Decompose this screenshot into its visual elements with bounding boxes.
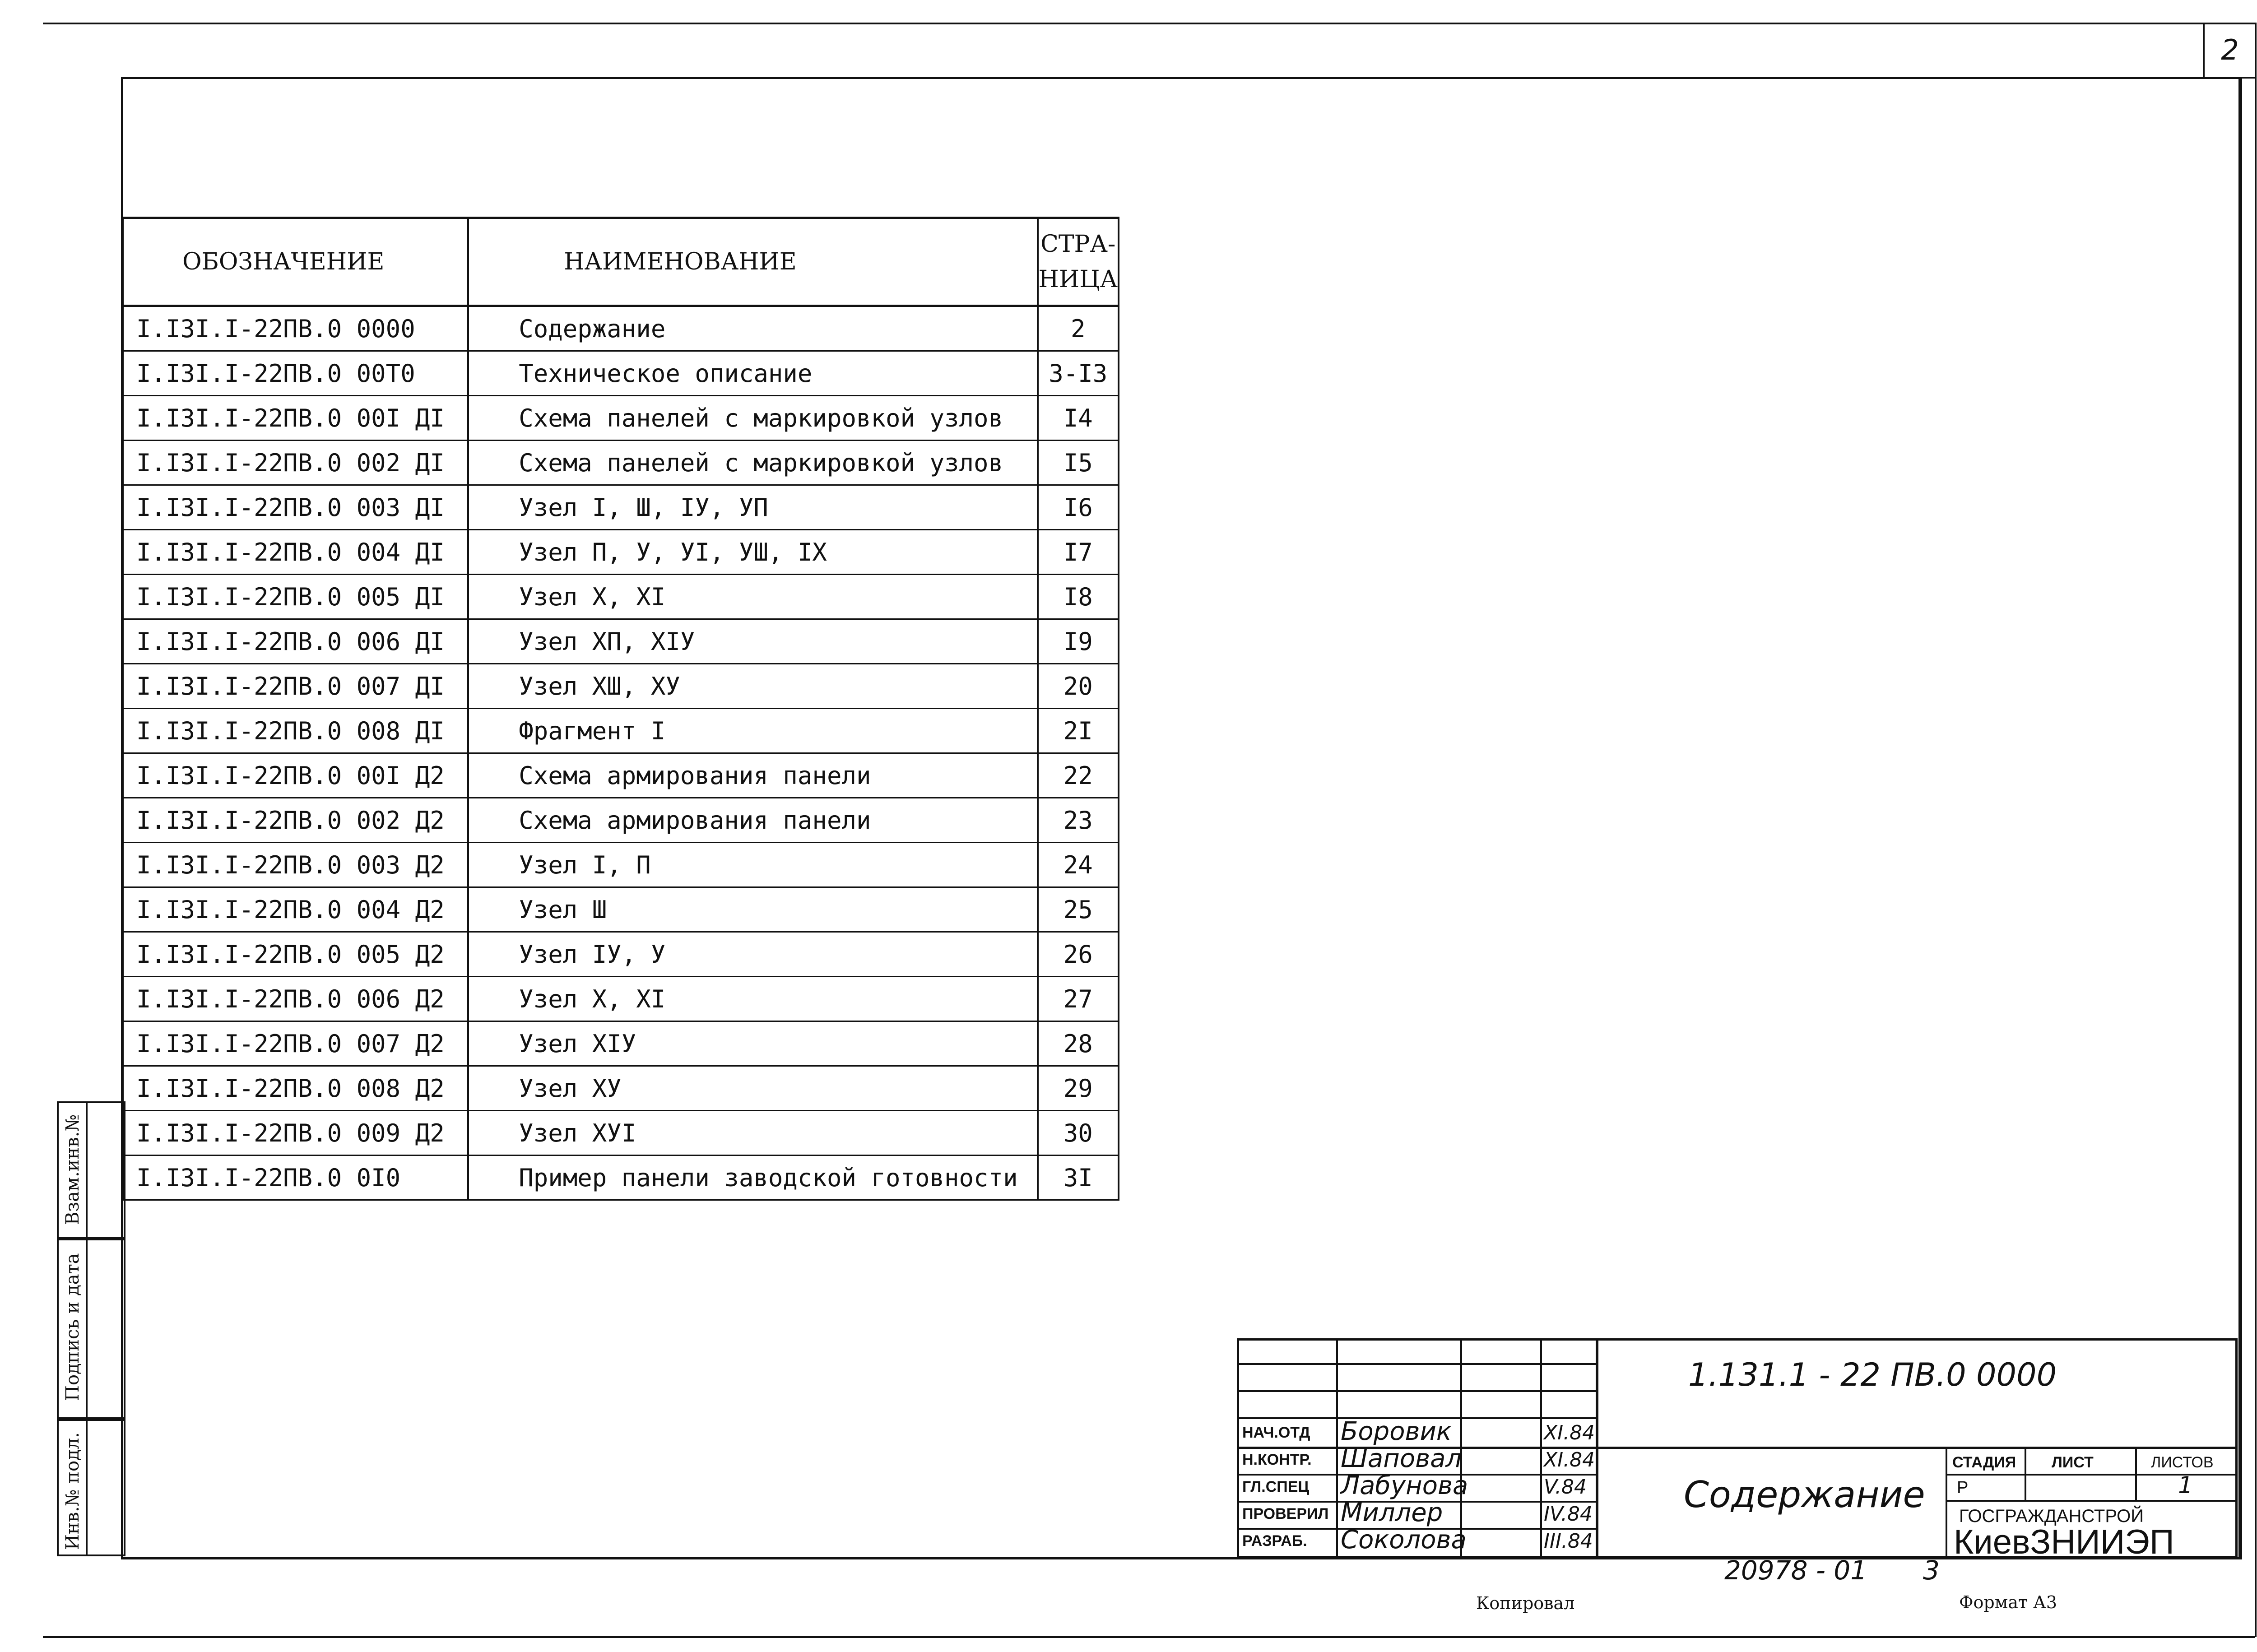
row-page: 20 (1038, 664, 1119, 709)
table-row (123, 1155, 1119, 1200)
contents-table (122, 217, 1119, 1201)
role-name: Лабунова (1341, 1471, 1468, 1500)
tb-h8 (1946, 1474, 2237, 1476)
row-code: I.I3I.I-22ПВ.0 008 Д2 (123, 1066, 468, 1111)
row-page: 2 (1038, 306, 1119, 351)
role-name: Шаповал (1341, 1444, 1462, 1473)
row-code: I.I3I.I-22ПВ.0 003 Д2 (123, 843, 468, 887)
table-row (123, 753, 1119, 798)
row-page: 24 (1038, 843, 1119, 887)
table-row (123, 485, 1119, 530)
copied-by-label: Копировал (1476, 1593, 1575, 1613)
role-label: НАЧ.ОТД (1242, 1424, 1310, 1441)
row-name: Содержание (468, 306, 1037, 351)
row-code: I.I3I.I-22ПВ.0 007 ДI (123, 664, 468, 709)
row-code: I.I3I.I-22ПВ.0 0I0 (123, 1155, 468, 1200)
title-block (1237, 1338, 2237, 1561)
contents-table-header (123, 218, 1119, 306)
row-name: Узел ХIУ (468, 1021, 1037, 1066)
side-stamp-original-inv-label: Инв.№ подл. (62, 1432, 83, 1550)
row-name: Пример панели заводской готовности (468, 1155, 1037, 1200)
table-row (123, 887, 1119, 932)
row-page: I5 (1038, 441, 1119, 485)
row-page: I9 (1038, 619, 1119, 664)
side-stamp-signature-date-label: Подпись и дата (62, 1253, 83, 1401)
row-page: 3-I3 (1038, 351, 1119, 396)
row-page: 2I (1038, 709, 1119, 753)
side-stamp-replaced-inv (57, 1101, 125, 1240)
table-row (123, 709, 1119, 753)
table-row (123, 664, 1119, 709)
row-code: I.I3I.I-22ПВ.0 002 ДI (123, 441, 468, 485)
row-name: Узел Ш (468, 887, 1037, 932)
sheet-number: 2 (2221, 33, 2239, 66)
stage-value: Р (1957, 1478, 1969, 1497)
row-name: Узел I, Ш, IУ, УП (468, 485, 1037, 530)
row-name: Схема армирования панели (468, 798, 1037, 843)
row-name: Узел ХП, ХIУ (468, 619, 1037, 664)
row-code: I.I3I.I-22ПВ.0 004 Д2 (123, 887, 468, 932)
format-label: Формат А3 (1959, 1592, 2057, 1612)
tb-h1 (1237, 1363, 1597, 1365)
tb-v5 (1946, 1447, 1947, 1557)
role-label: Н.КОНТР. (1242, 1451, 1312, 1468)
sheet-number-box (2203, 23, 2255, 79)
organization: ГОСГРАЖДАНСТРОЙ (1959, 1506, 2144, 1526)
row-code: I.I3I.I-22ПВ.0 009 Д2 (123, 1111, 468, 1155)
table-row (123, 306, 1119, 351)
header-page: СТРА- НИЦА (1038, 218, 1119, 306)
row-code: I.I3I.I-22ПВ.0 00Т0 (123, 351, 468, 396)
row-name: Узел ХШ, ХУ (468, 664, 1037, 709)
row-name: Узел Х, ХI (468, 977, 1037, 1021)
role-label: ПРОВЕРИЛ (1242, 1505, 1329, 1522)
header-name: НАИМЕНОВАНИЕ (468, 218, 1037, 306)
role-label: РАЗРАБ. (1242, 1532, 1307, 1550)
row-name: Схема армирования панели (468, 753, 1037, 798)
row-code: I.I3I.I-22ПВ.0 003 ДI (123, 485, 468, 530)
row-code: I.I3I.I-22ПВ.0 00I ДI (123, 396, 468, 441)
row-name: Узел П, У, УI, УШ, IХ (468, 530, 1037, 575)
row-name: Узел IУ, У (468, 932, 1037, 977)
table-row (123, 351, 1119, 396)
role-date: III.84 (1544, 1530, 1593, 1553)
stage-label: СТАДИЯ (1952, 1454, 2016, 1471)
row-code: I.I3I.I-22ПВ.0 0000 (123, 306, 468, 351)
role-date: V.84 (1544, 1476, 1587, 1499)
row-name: Техническое описание (468, 351, 1037, 396)
row-code: I.I3I.I-22ПВ.0 005 Д2 (123, 932, 468, 977)
row-page: 28 (1038, 1021, 1119, 1066)
row-page: I8 (1038, 575, 1119, 619)
table-row (123, 1111, 1119, 1155)
table-row (123, 798, 1119, 843)
table-row (123, 1066, 1119, 1111)
row-code: I.I3I.I-22ПВ.0 00I Д2 (123, 753, 468, 798)
row-page: 30 (1038, 1111, 1119, 1155)
table-row (123, 396, 1119, 441)
tb-h2 (1237, 1390, 1597, 1392)
row-code: I.I3I.I-22ПВ.0 004 ДI (123, 530, 468, 575)
side-stamp-signature-date (57, 1237, 125, 1421)
row-code: I.I3I.I-22ПВ.0 007 Д2 (123, 1021, 468, 1066)
table-row (123, 619, 1119, 664)
row-code: I.I3I.I-22ПВ.0 006 Д2 (123, 977, 468, 1021)
role-name: Соколова (1341, 1525, 1467, 1555)
row-page: 27 (1038, 977, 1119, 1021)
role-date: XI.84 (1544, 1448, 1595, 1471)
sheets-label: ЛИСТОВ (2151, 1454, 2214, 1471)
sheets-total: 1 (2178, 1472, 2193, 1499)
header-designation: ОБОЗНАЧЕНИЕ (123, 218, 468, 306)
role-label: ГЛ.СПЕЦ (1242, 1478, 1310, 1495)
table-row (123, 932, 1119, 977)
row-page: I6 (1038, 485, 1119, 530)
sheet-label: ЛИСТ (2052, 1454, 2094, 1471)
row-name: Узел Х, ХI (468, 575, 1037, 619)
document-title: Содержание (1684, 1474, 1925, 1516)
tb-h9 (1946, 1500, 2237, 1502)
row-page: I7 (1038, 530, 1119, 575)
row-page: 26 (1038, 932, 1119, 977)
document-code: 1.131.1 - 22 ПВ.0 0000 (1688, 1356, 2057, 1393)
row-page: 3I (1038, 1155, 1119, 1200)
table-row (123, 530, 1119, 575)
inventory-sheet: 3 (1923, 1555, 1940, 1586)
institute: КиевЗНИИЭП (1954, 1523, 2174, 1561)
row-name: Схема панелей с маркировкой узлов (468, 441, 1037, 485)
side-stamp-original-inv (57, 1417, 125, 1556)
row-name: Узел ХУI (468, 1111, 1037, 1155)
row-code: I.I3I.I-22ПВ.0 006 ДI (123, 619, 468, 664)
role-date: IV.84 (1544, 1503, 1593, 1526)
row-code: I.I3I.I-22ПВ.0 005 ДI (123, 575, 468, 619)
table-row (123, 1021, 1119, 1066)
contents-table-body (123, 306, 1119, 1200)
row-page: I4 (1038, 396, 1119, 441)
table-row (123, 441, 1119, 485)
right-trim-line (2255, 23, 2257, 1637)
row-page: 23 (1038, 798, 1119, 843)
row-name: Схема панелей с маркировкой узлов (468, 396, 1037, 441)
table-row (123, 575, 1119, 619)
table-row (123, 977, 1119, 1021)
inventory-number: 20978 - 01 (1724, 1555, 1867, 1586)
role-name: Миллер (1341, 1498, 1443, 1527)
row-code: I.I3I.I-22ПВ.0 002 Д2 (123, 798, 468, 843)
row-name: Узел I, П (468, 843, 1037, 887)
row-page: 29 (1038, 1066, 1119, 1111)
table-row (123, 843, 1119, 887)
row-name: Узел ХУ (468, 1066, 1037, 1111)
bottom-trim-line (43, 1636, 2255, 1638)
role-date: XI.84 (1544, 1421, 1595, 1444)
row-code: I.I3I.I-22ПВ.0 008 ДI (123, 709, 468, 753)
side-stamp-replaced-inv-label: Взам.инв.№ (62, 1114, 83, 1225)
role-name: Боровик (1341, 1417, 1452, 1446)
row-name: Фрагмент I (468, 709, 1037, 753)
top-trim-line (43, 23, 2255, 24)
row-page: 25 (1038, 887, 1119, 932)
row-page: 22 (1038, 753, 1119, 798)
